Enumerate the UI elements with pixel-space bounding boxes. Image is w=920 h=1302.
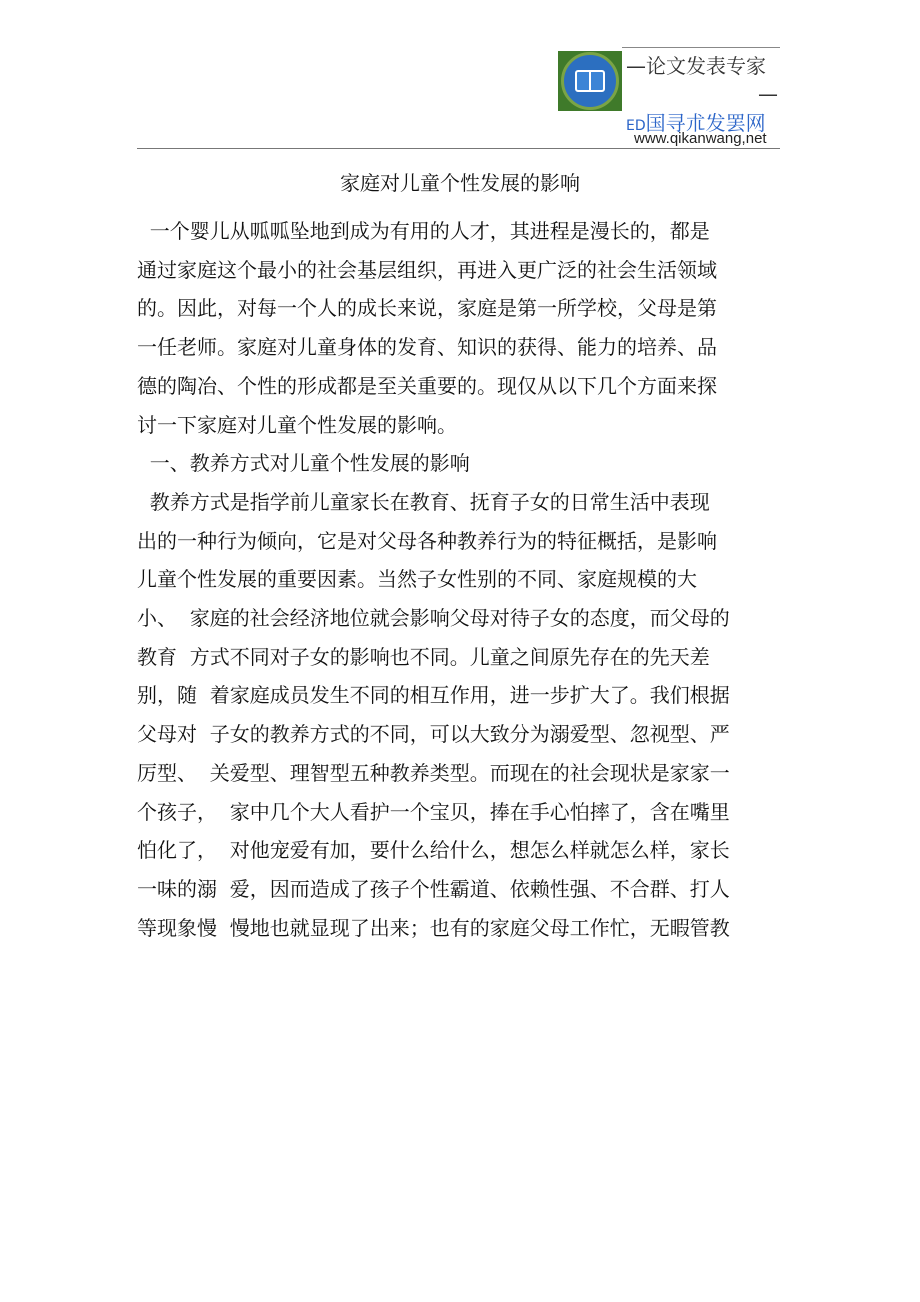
- text-line: 德的陶冶、个性的形成都是至关重要的。现仅从以下几个方面来探: [137, 373, 717, 398]
- brand-text: 国寻朮发罢网: [645, 111, 766, 135]
- logo: [558, 51, 622, 111]
- text-line: 讨一下家庭对儿童个性发展的影响。: [137, 412, 457, 437]
- text-line: 等现象慢 慢地也就显现了出来；也有的家庭父母工作忙，无暇管教: [137, 915, 730, 940]
- slogan: —论文发表专家: [626, 54, 766, 78]
- text-line: 怕化了， 对他宠爱有加，要什么给什么，想怎么样就怎么样，家长: [137, 838, 730, 863]
- text-line: 一任老师。家庭对儿童身体的发育、知识的获得、能力的培养、品: [137, 335, 717, 360]
- header-divider: [137, 148, 780, 149]
- text-line: 的。因此，对每一个人的成长来说，家庭是第一所学校，父母是第: [137, 296, 717, 321]
- text-line: 一、教养方式对儿童个性发展的影响: [137, 451, 470, 476]
- document-body: [137, 212, 777, 947]
- text-line: 教养方式是指学前儿童家长在教育、抚育子女的日常生活中表现: [137, 489, 710, 514]
- text-line: 出的一种行为倾向，它是对父母各种教养行为的特征概括，是影响: [137, 528, 717, 553]
- slogan-dash: —: [758, 82, 778, 106]
- site-url: www.qikanwang,net: [634, 130, 767, 147]
- document-title: 家庭对儿童个性发展的影响: [340, 171, 580, 195]
- header-rule-top: [622, 47, 780, 48]
- text-line: 通过家庭这个最小的社会基层组织，再进入更广泛的社会生活领域: [137, 257, 717, 282]
- text-line: 一味的溺 爱，因而造成了孩子个性霸道、依赖性强、不合群、打人: [137, 876, 730, 901]
- text-line: 厉型、 关爱型、理智型五种教养类型。而现在的社会现状是家家一: [137, 760, 730, 785]
- text-line: 教育 方式不同对子女的影响也不同。儿童之间原先存在的先天差: [137, 644, 710, 669]
- brand-prefix: ED: [626, 118, 646, 134]
- book-icon: [575, 70, 605, 92]
- logo-seal: [561, 52, 619, 110]
- text-line: 父母对 子女的教养方式的不同，可以大致分为溺爱型、忽视型、严: [137, 722, 730, 747]
- text-line: 个孩子， 家中几个大人看护一个宝贝，捧在手心怕摔了，含在嘴里: [137, 799, 730, 824]
- text-line: 一个婴儿从呱呱坠地到成为有用的人才，其进程是漫长的，都是: [137, 219, 710, 243]
- text-line: 别，随 着家庭成员发生不同的相互作用，进一步扩大了。我们根据: [137, 683, 730, 708]
- text-line: 儿童个性发展的重要因素。当然子女性别的不同、家庭规模的大: [137, 567, 697, 592]
- text-line: 小、 家庭的社会经济地位就会影响父母对待子女的态度，而父母的: [137, 606, 730, 631]
